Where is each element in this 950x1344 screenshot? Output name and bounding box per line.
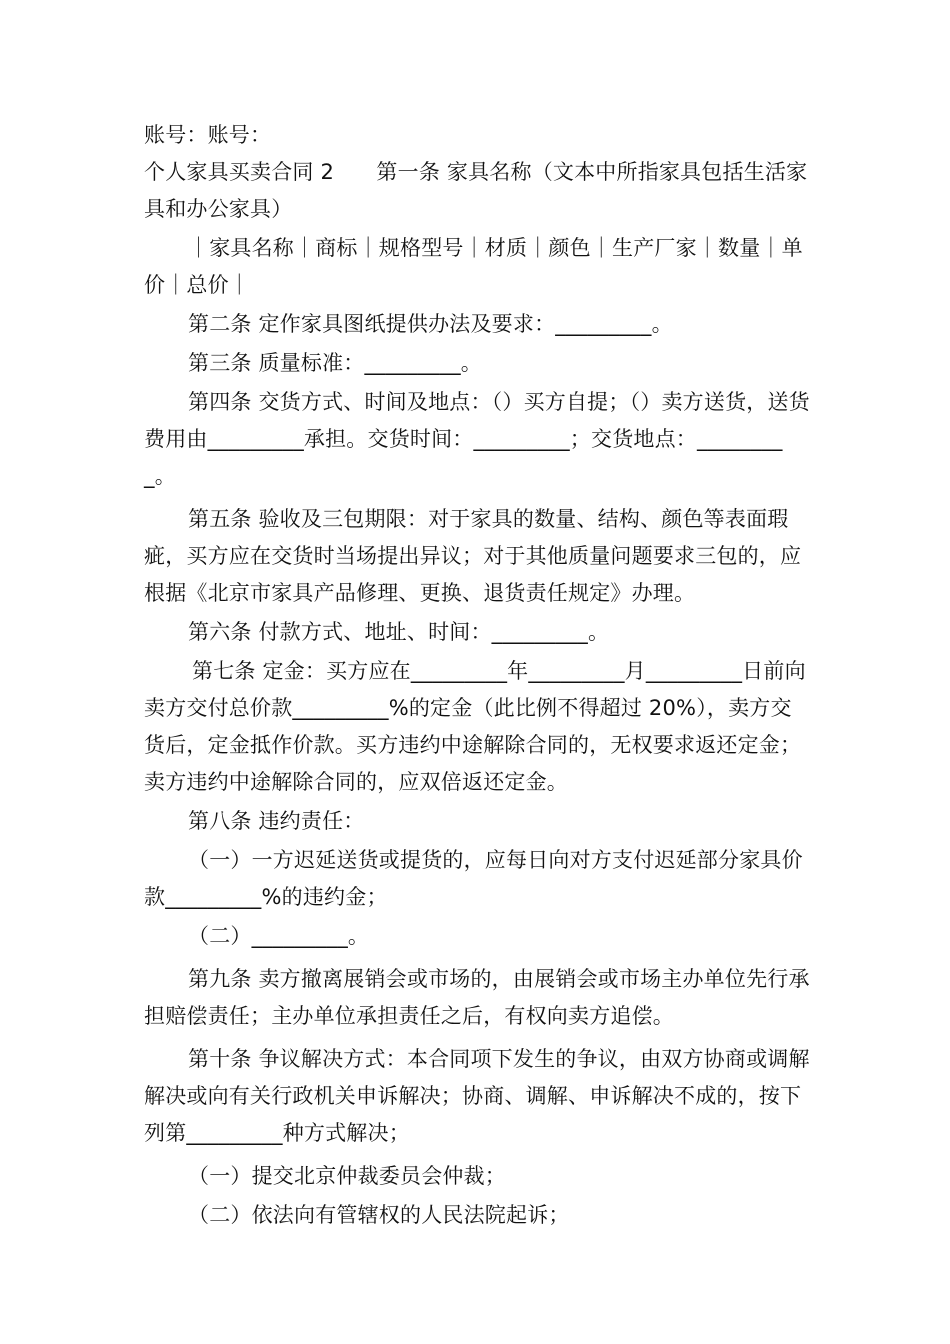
- article-5: 第五条 验收及三包期限：对于家具的数量、结构、颜色等表面瑕疵，买方应在交货时当场提出异议；对于其他质量问题要求三包的，应根据《北京市家具产品修理、更换、退货责任规定》办理。: [144, 507, 802, 605]
- article-4: 第四条 交货方式、时间及地点：（）买方自提；（）卖方送货，送货费用由_________承担。交货时间：_________；交货地点：_________。: [144, 390, 810, 488]
- article-8-item-2: （二）_________。: [188, 924, 370, 948]
- article-3: 第三条 质量标准：_________。: [188, 351, 482, 375]
- article-6: 第六条 付款方式、地址、时间：_________。: [188, 620, 610, 644]
- contract-body: [144, 117, 812, 1234]
- article-8-item-1: （一）一方迟延送货或提货的，应每日向对方支付迟延部分家具价款_________%的违约金；: [144, 848, 803, 909]
- article-8: 第八条 违约责任：: [188, 809, 365, 833]
- article-10: 第十条 争议解决方式：本合同项下发生的争议，由双方协商或调解解决或向有关行政机关申诉解决；协商、调解、申诉解决不成的，按下列第_________种方式解决；: [144, 1047, 810, 1145]
- article-10-option-1: （一）提交北京仲裁委员会仲裁；: [188, 1164, 506, 1188]
- article-9: 第九条 卖方撤离展销会或市场的，由展销会或市场主办单位先行承担赔偿责任；主办单位承担责任之后，有权向卖方追偿。: [144, 967, 810, 1028]
- contract-title-article-1: 个人家具买卖合同 2 第一条 家具名称（文本中所指家具包括生活家具和办公家具）: [144, 160, 808, 221]
- article-2: 第二条 定作家具图纸提供办法及要求：_________。: [188, 312, 673, 336]
- article-7: 第七条 定金：买方应在_________年_________月_________日前向卖方交付总价款_________%的定金（此比例不得超过 20%），卖方交货后，定金抵作价款。买方违约中途解除合同的，无权要求返还定金；卖方违约中途解除合同的，应双倍返还定金。: [144, 659, 806, 794]
- furniture-table-header: ｜家具名称｜商标｜规格型号｜材质｜颜色｜生产厂家｜数量｜单价｜总价｜: [144, 236, 803, 297]
- article-10-option-2: （二）依法向有管辖权的人民法院起诉；: [188, 1203, 570, 1227]
- account-line: 账号：账号：: [144, 123, 272, 147]
